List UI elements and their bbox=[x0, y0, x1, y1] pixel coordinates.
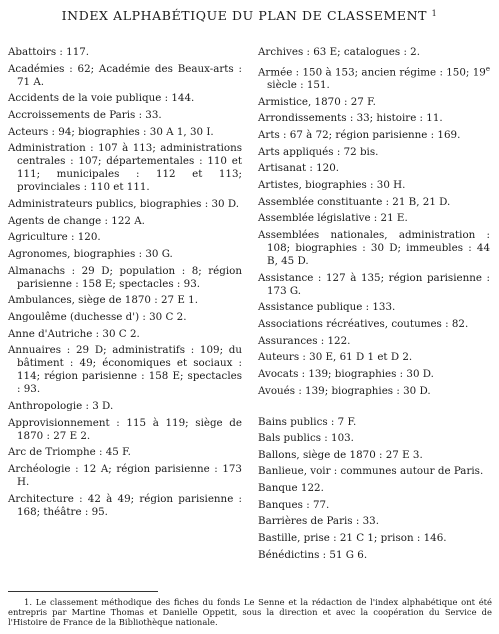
index-entry: Agents de change : 122 A. bbox=[8, 214, 145, 227]
index-entry: Anne d'Autriche : 30 C 2. bbox=[8, 327, 140, 340]
index-entry: Auteurs : 30 E, 61 D 1 et D 2. bbox=[258, 351, 413, 364]
index-entry: Ballons, siège de 1870 : 27 E 3. bbox=[258, 448, 423, 461]
index-entry: Bénédictins : 51 G 6. bbox=[258, 548, 368, 561]
index-entry: Administrateurs publics, biographies : 30 D. bbox=[8, 198, 240, 211]
index-entry: Assemblées nationales, administration : 108; biographies : 30 D; immeubles : 44 B, 45 D. bbox=[258, 228, 490, 267]
page-title bbox=[0, 8, 499, 23]
index-entry: Académies : 62; Académie des Beaux-arts : 71 A. bbox=[8, 62, 242, 88]
index-entry: Acteurs : 94; biographies : 30 A 1, 30 I. bbox=[8, 125, 214, 138]
index-entry: Annuaires : 29 D; administratifs : 109; du bâtiment : 49; économiques et sociaux : 114; région parisienne : 158 E; spectacles : 93. bbox=[8, 344, 242, 396]
index-entry: Arts appliqués : 72 bis. bbox=[258, 145, 379, 158]
index-entry: Bastille, prise : 21 C 1; prison : 146. bbox=[258, 532, 447, 545]
index-column-left bbox=[8, 46, 242, 522]
index-entry: Avoués : 139; biographies : 30 D. bbox=[258, 384, 431, 397]
index-entry: Ambulances, siège de 1870 : 27 E 1. bbox=[8, 294, 198, 307]
index-entry: Almanachs : 29 D; population : 8; région parisienne : 158 E; spectacles : 93. bbox=[8, 264, 242, 290]
index-entry: Barrières de Paris : 33. bbox=[258, 515, 379, 528]
index-entry: Anthropologie : 3 D. bbox=[8, 399, 114, 412]
index-entry: Assemblée constituante : 21 B, 21 D. bbox=[258, 195, 451, 208]
index-entry: Avocats : 139; biographies : 30 D. bbox=[258, 367, 434, 380]
index-column-right bbox=[258, 46, 490, 565]
index-entry: Archives : 63 E; catalogues : 2. bbox=[258, 46, 421, 58]
index-entry: Arts : 67 à 72; région parisienne : 169. bbox=[258, 129, 461, 142]
index-entry: Administration : 107 à 113; administrations centrales : 107; départementales : 110 et 111; municipales : 112 et 113; provinciales : 110 et 111. bbox=[8, 142, 242, 194]
index-entry: Agriculture : 120. bbox=[8, 231, 101, 244]
footnote: 1. Le classement méthodique des fiches du fonds Le Senne et la rédaction de l'index alphabétique ont été entrepris par Martine Thomas et Danielle Oppetit, sous la direction et avec la coopération du Service de l'Histoire de France de la Bibliothèque nationale. bbox=[8, 597, 492, 628]
index-entry: Banques : 77. bbox=[258, 498, 330, 511]
index-entry: Assurances : 122. bbox=[258, 334, 351, 347]
index-entry: Agronomes, biographies : 30 G. bbox=[8, 247, 173, 260]
index-entry: Artisanat : 120. bbox=[258, 162, 340, 175]
index-entry: Bains publics : 7 F. bbox=[258, 415, 357, 428]
index-entry: Archéologie : 12 A; région parisienne : 173 H. bbox=[8, 462, 242, 488]
index-entry: Architecture : 42 à 49; région parisienne : 168; théâtre : 95. bbox=[8, 492, 242, 518]
index-entry: Banlieue, voir : communes autour de Paris. bbox=[258, 465, 484, 478]
index-entry: Assistance : 127 à 135; région parisienne : 173 G. bbox=[258, 271, 490, 297]
index-entry: Artistes, biographies : 30 H. bbox=[258, 178, 406, 191]
index-entry: Accroissements de Paris : 33. bbox=[8, 108, 162, 121]
index-entry: Arrondissements : 33; histoire : 11. bbox=[258, 112, 443, 125]
index-entry: Banque 122. bbox=[258, 482, 324, 495]
footnote-marker: 1 bbox=[431, 9, 438, 18]
index-entry: Assistance publique : 133. bbox=[258, 301, 396, 314]
index-entry: Bals publics : 103. bbox=[258, 432, 354, 445]
index-entry: Armée : 150 à 153; ancien régime : 150; 19e siècle : 151. bbox=[258, 64, 490, 92]
index-entry: Armistice, 1870 : 27 F. bbox=[258, 95, 376, 108]
index-entry: Assemblée législative : 21 E. bbox=[258, 212, 408, 225]
index-entry: Abattoirs : 117. bbox=[8, 46, 90, 58]
index-entry: Approvisionnement : 115 à 119; siège de 1870 : 27 E 2. bbox=[8, 416, 242, 442]
index-entry: Associations récréatives, coutumes : 82. bbox=[258, 317, 469, 330]
page-title-text: INDEX ALPHABÉTIQUE DU PLAN DE CLASSEMENT bbox=[61, 8, 428, 23]
index-entry: Angoulême (duchesse d') : 30 C 2. bbox=[8, 310, 187, 323]
index-entry: Accidents de la voie publique : 144. bbox=[8, 92, 195, 105]
footnote-divider bbox=[8, 591, 158, 592]
index-entry: Arc de Triomphe : 45 F. bbox=[8, 446, 131, 459]
